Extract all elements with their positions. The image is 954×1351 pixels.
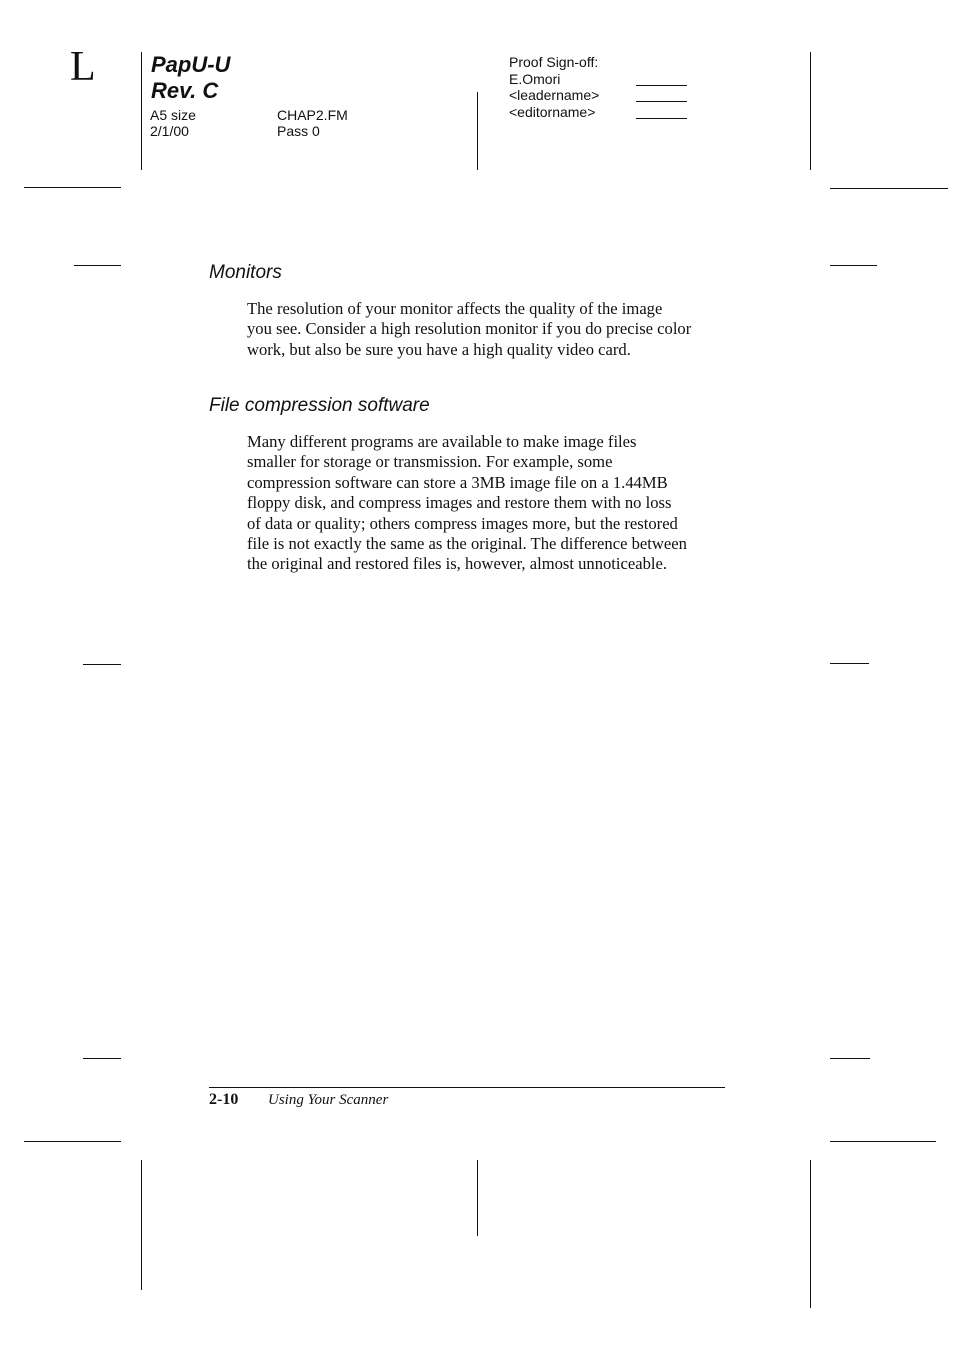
paragraph-line: you see. Consider a high resolution monitor if you do precise color <box>247 319 692 339</box>
chapter-title: Using Your Scanner <box>268 1092 389 1108</box>
header-rule-left <box>141 52 142 170</box>
section-body-file-compression <box>247 432 725 575</box>
header-rule-middle <box>477 92 478 170</box>
paragraph-line: smaller for storage or transmission. For example, some <box>247 452 613 472</box>
footer-rule-right <box>810 1160 811 1308</box>
file-name: CHAP2.FM <box>277 107 348 123</box>
signoff-name-3: <editorname> <box>509 104 596 120</box>
footer-rule <box>209 1087 725 1088</box>
section-heading-monitors: Monitors <box>209 262 282 283</box>
margin-mark-right-2 <box>830 663 869 664</box>
revision: Rev. C <box>151 78 219 103</box>
section-heading-file-compression: File compression software <box>209 395 430 416</box>
print-date: 2/1/00 <box>150 123 189 139</box>
crop-mark-bottom-left <box>24 1141 121 1142</box>
proof-signoff-label: Proof Sign-off: <box>509 54 599 70</box>
crop-mark-top-right <box>830 188 948 189</box>
margin-mark-right-1 <box>830 265 877 266</box>
footer-rule-left <box>141 1160 142 1290</box>
page-size: A5 size <box>150 107 196 123</box>
paragraph-line: Many different programs are available to make image files <box>247 432 637 451</box>
margin-mark-left-1 <box>74 265 121 266</box>
page-number: 2-10 <box>209 1091 239 1108</box>
header-title <box>151 52 230 104</box>
crop-mark-bottom-right <box>830 1141 936 1142</box>
signoff-name-2: <leadername> <box>509 87 600 103</box>
signoff-line-2 <box>636 101 687 102</box>
paragraph-line: of data or quality; others compress images more, but the restored <box>247 513 678 533</box>
header-rule-right <box>810 52 811 170</box>
footer-rule-middle <box>477 1160 478 1236</box>
signoff-line-3 <box>636 118 687 119</box>
paragraph-line: compression software can store a 3MB image file on a 1.44MB <box>247 472 668 492</box>
paragraph-line: file is not exactly the same as the original. The difference between <box>247 534 687 554</box>
pass-number: Pass 0 <box>277 123 320 139</box>
signoff-name-1: E.Omori <box>509 71 561 87</box>
margin-mark-left-3 <box>83 1058 121 1059</box>
margin-mark-left-2 <box>83 664 121 665</box>
crop-mark-top-left <box>24 187 121 188</box>
paragraph-line: The resolution of your monitor affects the quality of the image <box>247 299 663 318</box>
paragraph-line: the original and restored files is, however, almost unnoticeable. <box>247 554 668 574</box>
paragraph-line: floppy disk, and compress images and restore them with no loss <box>247 493 672 513</box>
margin-mark-right-3 <box>830 1058 870 1059</box>
signoff-line-1 <box>636 85 687 86</box>
corner-mark: L <box>70 44 96 90</box>
section-body-monitors <box>247 299 725 360</box>
paragraph-line: work, but also be sure you have a high quality video card. <box>247 339 631 359</box>
product-name: PapU-U <box>151 52 231 77</box>
